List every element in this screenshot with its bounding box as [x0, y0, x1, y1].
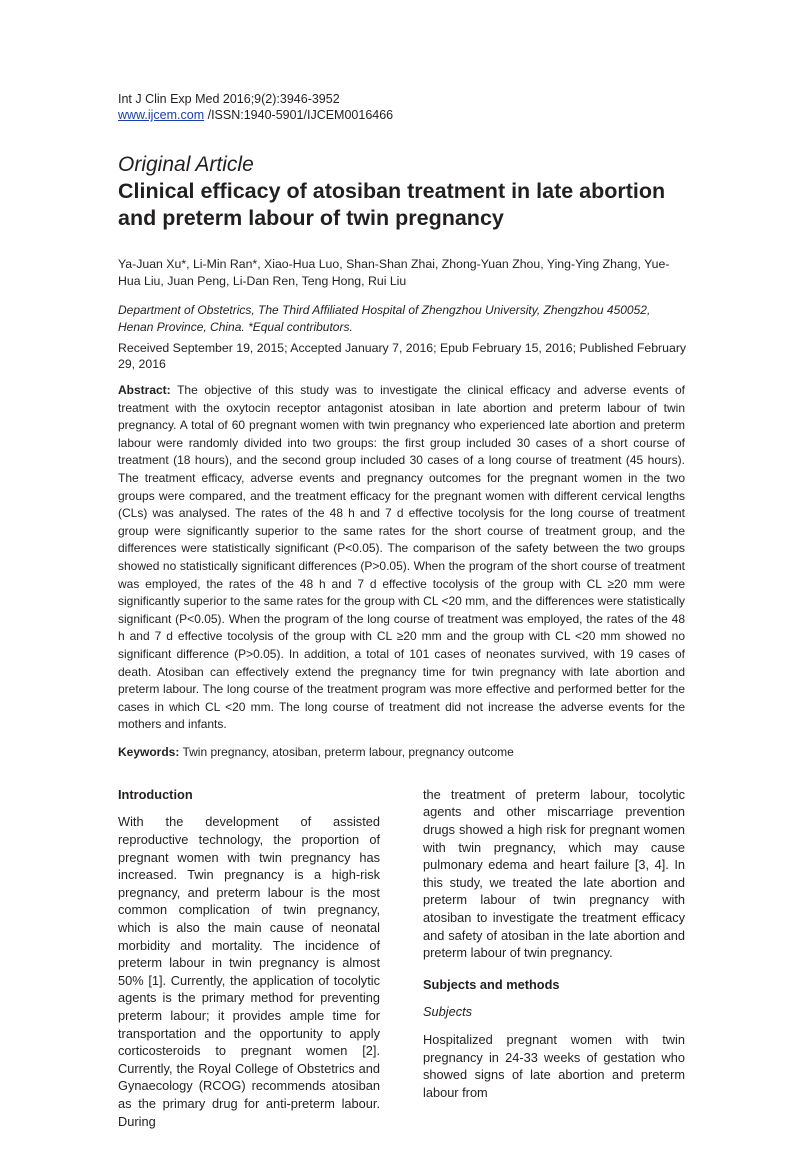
- abstract: [118, 382, 685, 734]
- subjects-paragraph: Hospitalized pregnant women with twin pregnancy in 24-33 weeks of gestation who showed signs of late abortion and preterm labour from: [423, 1032, 685, 1100]
- keywords-text: Twin pregnancy, atosiban, preterm labour, pregnancy outcome: [179, 744, 514, 759]
- right-column: [423, 786, 685, 1138]
- journal-website-link[interactable]: www.ijcem.com: [118, 108, 205, 122]
- abstract-label: Abstract:: [118, 383, 171, 397]
- affiliation: Department of Obstetrics, The Third Affiliated Hospital of Zhengzhou University, Zhengzhou 450052, Henan Province, China. *Equal contributors.: [118, 303, 651, 334]
- authors: Ya-Juan Xu*, Li-Min Ran*, Xiao-Hua Luo, Shan-Shan Zhai, Zhong-Yuan Zhou, Ying-Ying Zhang, Yue-Hua Liu, Juan Peng, Li-Dan Ren, Teng Hong, Rui Liu: [118, 257, 670, 288]
- article-type: Original Article: [118, 153, 254, 176]
- issn: /ISSN:1940-5901/IJCEM0016466: [204, 108, 394, 122]
- methods-heading: Subjects and methods: [423, 976, 560, 992]
- introduction-paragraph: With the development of assisted reproductive technology, the proportion of pregnant women with twin pregnancy has increased. Twin pregnancy is a high-risk pregnancy, and preterm labour is the most common complication of twin pregnancy, which is also the main cause of neonatal morbidity and mortality. The incidence of preterm labour in twin pregnancy is almost 50% [1]. Currently, the application of tocolytic agents is the primary method for preventing preterm labour; it provides ample time for transportation and the opportunity to apply corticosteroids to pregnant women [2]. Currently, the Royal College of Obstetrics and Gynaecology (RCOG) recommends atosiban as the primary drug for anti-preterm labour. During: [118, 814, 380, 1129]
- introduction-paragraph-continued: the treatment of preterm labour, tocolytic agents and other miscarriage prevention drugs showed a high risk for pregnant women with twin pregnancy, which may cause pulmonary edema and heart failure [3, 4]. In this study, we treated the late abortion and preterm labour of twin pregnancy with atosiban to investigate the treatment efficacy and safety of atosiban in the late abortion and preterm labour of twin pregnancy.: [423, 786, 685, 961]
- journal-header: [118, 91, 688, 123]
- subjects-heading: Subjects: [423, 1004, 473, 1020]
- keywords-label: Keywords:: [118, 744, 180, 759]
- publication-dates: Received September 19, 2015; Accepted January 7, 2016; Epub February 15, 2016; Published February 29, 2016: [118, 341, 687, 371]
- keywords: [118, 744, 688, 760]
- article-title: Clinical efficacy of atosiban treatment in late abortion and preterm labour of twin pregnancy: [118, 179, 666, 230]
- abstract-text: The objective of this study was to investigate the clinical efficacy and adverse events of treatment with the oxytocin receptor antagonist atosiban in late abortion and preterm labour of twin pregnancy. A total of 60 pregnant women with twin pregnancy who experienced late abortion and preterm labour were randomly divided into two groups: the first group included 30 cases of a short course of treatment (18 hours), and the second group included 30 cases of a long course of treatment (45 hours). The treatment efficacy, adverse events and pregnancy outcomes for the pregnant women in the two groups were compared, and the treatment efficacy for the pregnant women with different cervical lengths (CLs) was analysed. The rates of the 48 h and 7 d effective tocolysis for the long course of treatment group were significantly superior to the same rates for the short course of treatment group, and the differences were statistically significant (P<0.05). The comparison of the safety between the two groups showed no statistically significant differences (P>0.05). When the program of the short course of treatment was employed, the rates of the 48 h and 7 d effective tocolysis of the group with CL ≥20 mm were significantly superior to the same rates for the group with CL <20 mm, and the differences were statistically significant (P<0.05). When the program of the long course of treatment was employed, the rates of the 48 h and 7 d effective tocolysis of the group with CL ≥20 mm and the group with CL <20 mm showed no significant difference (P>0.05). In addition, a total of 101 cases of neonates survived, with 19 cases of death. Atosiban can effectively extend the pregnancy time for twin pregnancy with late abortion and preterm labour. The long course of the treatment program was more effective and performed better for the cases in which CL <20 mm. The long course of treatment did not increase the adverse events for the mothers and infants.: [118, 383, 685, 732]
- introduction-heading: Introduction: [118, 786, 193, 802]
- citation: Int J Clin Exp Med 2016;9(2):3946-3952: [118, 92, 340, 106]
- body-columns: [118, 786, 685, 1138]
- left-column: [118, 786, 380, 1138]
